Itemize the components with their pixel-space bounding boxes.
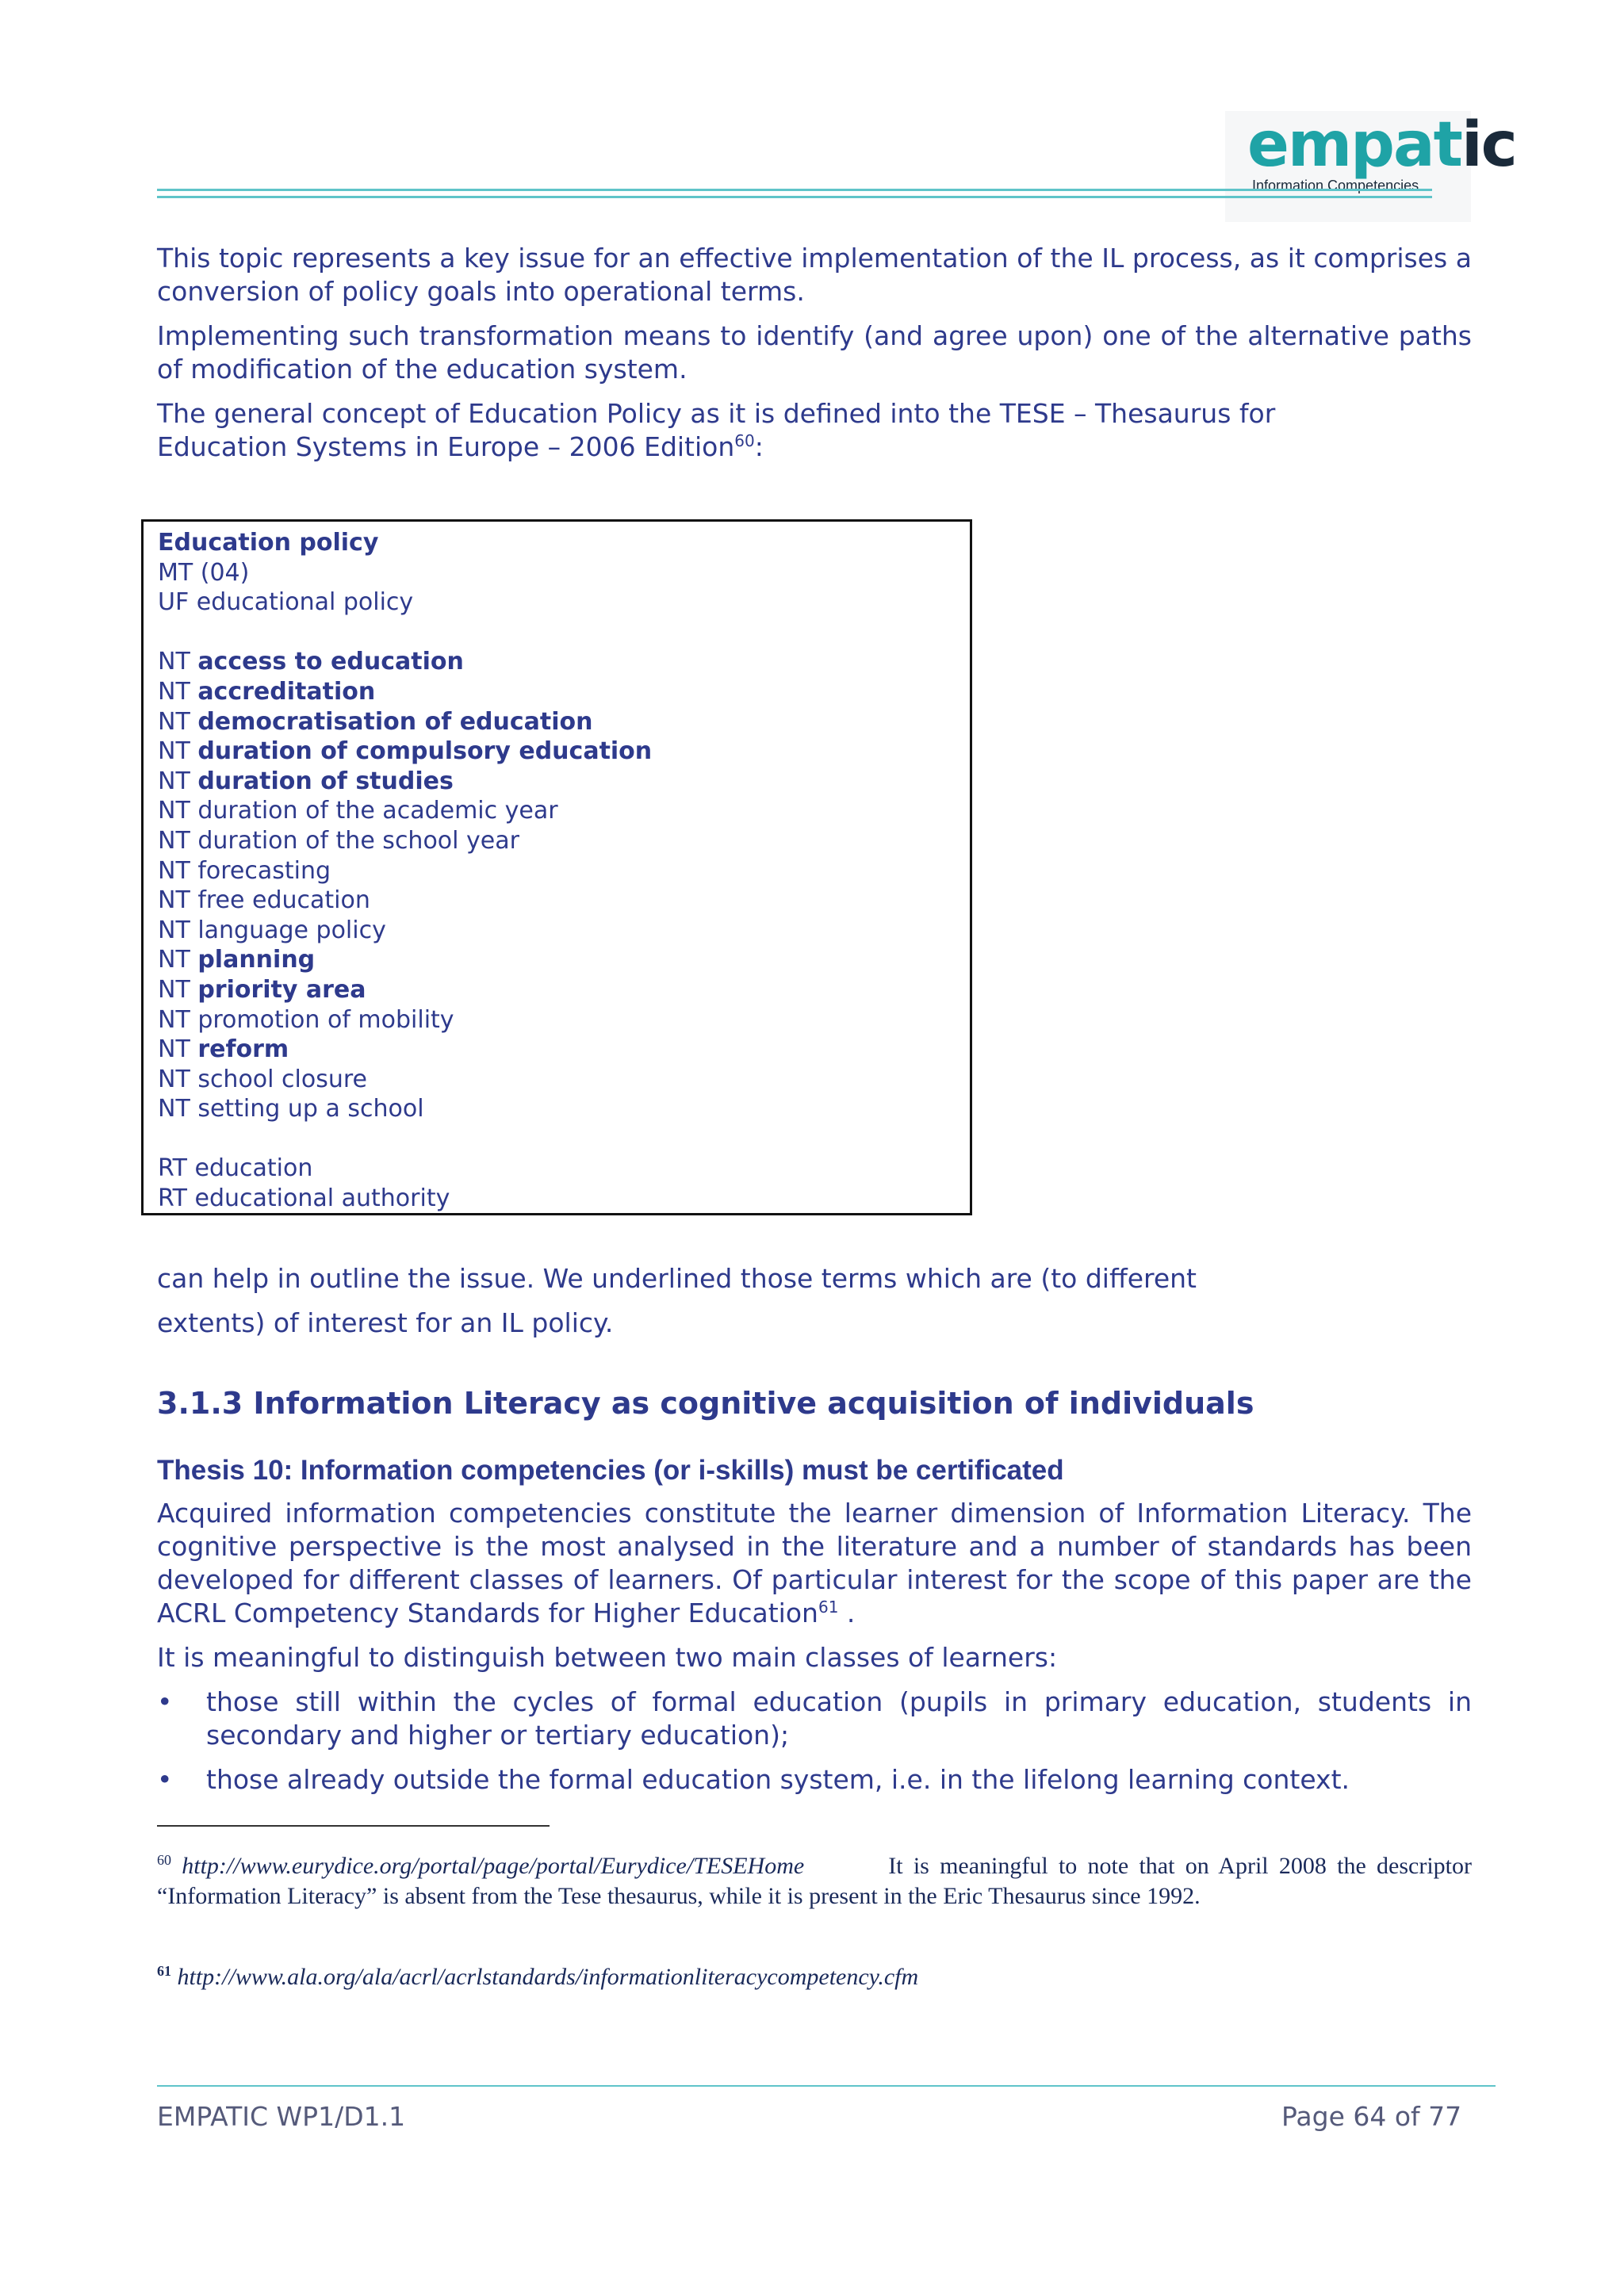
thesaurus-title: Education policy: [158, 529, 379, 557]
nt-term: setting up a school: [197, 1095, 424, 1123]
nt-prefix: NT: [158, 1005, 198, 1034]
thesaurus-nt-item: [158, 737, 970, 767]
nt-term: forecasting: [197, 856, 331, 885]
section-body: [157, 1497, 1472, 1797]
thesaurus-spacer: [158, 618, 970, 648]
after-box-line1: can help in outline the issue. We underlined those terms which are (to different: [157, 1263, 1197, 1294]
nt-prefix: NT: [158, 886, 198, 915]
intro-section: [157, 242, 1472, 464]
thesaurus-nt-item: [158, 767, 970, 797]
nt-term: duration of the school year: [197, 826, 519, 855]
nt-term: promotion of mobility: [197, 1005, 454, 1034]
logo-tagline: Information Competencies: [1252, 178, 1419, 193]
bullet-item: [157, 1686, 1472, 1752]
footer-doc-id: EMPATIC WP1/D1.1: [157, 2101, 406, 2132]
logo-wordmark: empatic: [1247, 109, 1516, 181]
nt-term: democratisation of education: [197, 707, 593, 736]
nt-prefix: NT: [158, 797, 198, 825]
bullet-item: [157, 1763, 1472, 1797]
thesaurus-nt-list: [158, 647, 970, 1124]
nt-prefix: NT: [158, 677, 198, 706]
thesis-heading: Thesis 10: Information competencies (or i-skills) must be certificated: [157, 1455, 1064, 1486]
section-paragraph-1: [157, 1497, 1472, 1630]
nt-prefix: NT: [158, 1095, 198, 1123]
thesaurus-uf: UF educational policy: [158, 588, 414, 617]
nt-prefix: NT: [158, 946, 198, 974]
nt-prefix: NT: [158, 767, 198, 795]
thesaurus-nt-item: [158, 975, 970, 1005]
nt-term: planning: [197, 946, 316, 974]
thesaurus-nt-item: [158, 945, 970, 975]
after-box-line2: extents) of interest for an IL policy.: [157, 1307, 614, 1338]
section-p1-text: Acquired information competencies constitute the learner dimension of Information Literacy. The cognitive perspective is the most analysed in the literature and a number of standards has been developed for different classes of learners. Of particular interest for the scope of this paper are the ACRL Competency Standards for Higher Education: [157, 1498, 1472, 1628]
footnote-rule: [157, 1825, 550, 1827]
intro-p3-colon: :: [754, 431, 764, 462]
thesaurus-box: [141, 519, 972, 1215]
header-rule: [157, 189, 1432, 198]
bullet-text: those still within the cycles of formal education (pupils in primary education, students in secondary and higher or tertiary education);: [206, 1686, 1472, 1751]
after-box-text: [157, 1257, 1472, 1345]
section-heading: 3.1.3 Information Literacy as cognitive acquisition of individuals: [157, 1386, 1254, 1421]
thesaurus-nt-item: [158, 1065, 970, 1095]
footer-rule: [157, 2085, 1496, 2087]
thesaurus-nt-item: [158, 707, 970, 737]
section-paragraph-2: It is meaningful to distinguish between two main classes of learners:: [157, 1642, 1058, 1673]
intro-paragraph-3: [157, 397, 1472, 464]
empatic-logo: [1225, 109, 1516, 222]
nt-term: duration of compulsory education: [197, 737, 653, 766]
bullet-icon: •: [157, 1764, 173, 1795]
footnote-ref-60[interactable]: 60: [734, 431, 755, 450]
nt-prefix: NT: [158, 1035, 198, 1064]
footnote-number: 61: [157, 1963, 171, 1979]
nt-term: duration of the academic year: [197, 797, 558, 825]
nt-term: language policy: [197, 916, 386, 944]
section-p1-end: .: [838, 1598, 856, 1628]
thesaurus-rt-line: RT educational authority: [158, 1184, 450, 1213]
nt-term: school closure: [197, 1065, 367, 1093]
nt-term: duration of studies: [197, 767, 454, 795]
thesaurus-nt-item: [158, 1005, 970, 1035]
nt-term: free education: [197, 886, 370, 915]
bullet-icon: •: [157, 1686, 173, 1717]
footnote-number: 60: [157, 1852, 171, 1868]
footnote-60: [157, 1851, 1472, 1911]
thesaurus-nt-item: [158, 826, 970, 856]
nt-term: access to education: [197, 648, 464, 676]
thesaurus-nt-item: [158, 1035, 970, 1065]
nt-prefix: NT: [158, 975, 198, 1004]
bullet-text: those already outside the formal education system, i.e. in the lifelong learning context.: [206, 1764, 1350, 1795]
nt-term: accreditation: [197, 677, 376, 706]
thesaurus-nt-item: [158, 916, 970, 946]
footnote-link[interactable]: http://www.eurydice.org/portal/page/portal/Eurydice/TESEHome: [182, 1853, 805, 1879]
footnote-61: [157, 1962, 1472, 1992]
thesaurus-nt-item: [158, 856, 970, 886]
nt-prefix: NT: [158, 916, 198, 944]
nt-prefix: NT: [158, 737, 198, 766]
intro-paragraph-1: This topic represents a key issue for an effective implementation of the IL process, as it comprises a conversion of policy goals into operational terms.: [157, 243, 1472, 307]
nt-term: reform: [197, 1035, 289, 1064]
thesaurus-mt: MT (04): [158, 558, 250, 587]
nt-prefix: NT: [158, 856, 198, 885]
footnote-ref-61[interactable]: 61: [818, 1598, 839, 1617]
footer-page-number: Page 64 of 77: [1281, 2101, 1462, 2132]
intro-p3-line2: Education Systems in Europe – 2006 Edition: [157, 431, 735, 462]
intro-p3-line1: The general concept of Education Policy as it is defined into the TESE – Thesaurus for: [157, 398, 1276, 429]
footnote-text: It is meaningful to note that on April 2008 the descriptor “Information Literacy” is absent from the Tese thesaurus, while it is present in the Eric Thesaurus since 1992.: [157, 1853, 1472, 1909]
intro-paragraph-2: Implementing such transformation means to identify (and agree upon) one of the alternative paths of modification of the education system.: [157, 320, 1472, 385]
thesaurus-nt-item: [158, 796, 970, 826]
footnote-link[interactable]: http://www.ala.org/ala/acrl/acrlstandards/informationliteracycompetency.cfm: [177, 1964, 919, 1990]
thesaurus-spacer: [158, 1124, 970, 1154]
nt-prefix: NT: [158, 1065, 198, 1093]
thesaurus-nt-item: [158, 647, 970, 677]
nt-prefix: NT: [158, 826, 198, 855]
nt-prefix: NT: [158, 707, 198, 736]
thesaurus-rt-line: RT education: [158, 1154, 313, 1183]
nt-term: priority area: [197, 975, 366, 1004]
thesaurus-nt-item: [158, 1094, 970, 1124]
thesaurus-nt-item: [158, 886, 970, 916]
thesaurus-nt-item: [158, 677, 970, 707]
nt-prefix: NT: [158, 648, 198, 676]
